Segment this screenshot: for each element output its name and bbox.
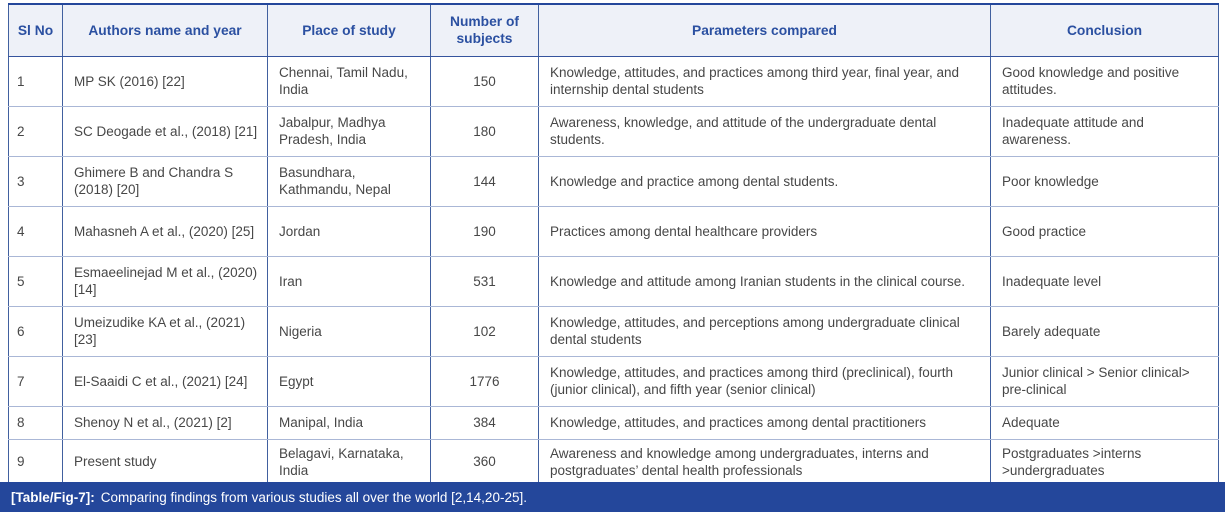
table-row <box>9 406 1219 439</box>
cell-authors: Present study <box>63 439 268 484</box>
cell-place: Basundhara, Kathmandu, Nepal <box>268 156 431 206</box>
cell-sl-no: 5 <box>9 256 63 306</box>
cell-conclusion: Inadequate level <box>991 256 1219 306</box>
cell-sl-no: 8 <box>9 406 63 439</box>
cell-conclusion: Inadequate attitude and awareness. <box>991 106 1219 156</box>
cell-place: Jabalpur, Madhya Pradesh, India <box>268 106 431 156</box>
cell-place: Iran <box>268 256 431 306</box>
cell-subjects: 1776 <box>431 356 539 406</box>
table-row <box>9 256 1219 306</box>
column-header-sl-no: Sl No <box>9 4 63 56</box>
table-row <box>9 106 1219 156</box>
cell-parameters: Practices among dental healthcare providers <box>539 206 991 256</box>
cell-sl-no: 7 <box>9 356 63 406</box>
cell-authors: Shenoy N et al., (2021) [2] <box>63 406 268 439</box>
cell-conclusion: Postgraduates >interns >undergraduates <box>991 439 1219 484</box>
cell-place: Nigeria <box>268 306 431 356</box>
cell-place: Chennai, Tamil Nadu, India <box>268 56 431 106</box>
table-row <box>9 56 1219 106</box>
cell-subjects: 144 <box>431 156 539 206</box>
cell-authors: MP SK (2016) [22] <box>63 56 268 106</box>
cell-conclusion: Junior clinical > Senior clinical> pre-clinical <box>991 356 1219 406</box>
table-row <box>9 306 1219 356</box>
table-row <box>9 439 1219 484</box>
cell-sl-no: 6 <box>9 306 63 356</box>
cell-subjects: 190 <box>431 206 539 256</box>
cell-authors: Esmaeelinejad M et al., (2020) [14] <box>63 256 268 306</box>
header-row <box>9 4 1219 56</box>
cell-parameters: Awareness, knowledge, and attitude of the undergraduate dental students. <box>539 106 991 156</box>
cell-parameters: Knowledge, attitudes, and practices among dental practitioners <box>539 406 991 439</box>
cell-parameters: Knowledge, attitudes, and practices among third (preclinical), fourth (junior clinical), and fifth year (senior clinical) <box>539 356 991 406</box>
cell-place: Jordan <box>268 206 431 256</box>
column-header-place: Place of study <box>268 4 431 56</box>
cell-parameters: Knowledge, attitudes, and perceptions among undergraduate clinical dental students <box>539 306 991 356</box>
table-row <box>9 356 1219 406</box>
cell-conclusion: Good knowledge and positive attitudes. <box>991 56 1219 106</box>
caption-label: [Table/Fig-7]: <box>11 489 95 505</box>
cell-place: Belagavi, Karnataka, India <box>268 439 431 484</box>
cell-authors: Umeizudike KA et al., (2021) [23] <box>63 306 268 356</box>
cell-conclusion: Adequate <box>991 406 1219 439</box>
cell-authors: Mahasneh A et al., (2020) [25] <box>63 206 268 256</box>
table-row <box>9 206 1219 256</box>
cell-authors: El-Saaidi C et al., (2021) [24] <box>63 356 268 406</box>
column-header-parameters: Parameters compared <box>539 4 991 56</box>
column-header-conclusion: Conclusion <box>991 4 1219 56</box>
table-header <box>9 4 1219 56</box>
cell-conclusion: Poor knowledge <box>991 156 1219 206</box>
cell-parameters: Knowledge and practice among dental students. <box>539 156 991 206</box>
cell-subjects: 384 <box>431 406 539 439</box>
table-row <box>9 156 1219 206</box>
cell-conclusion: Barely adequate <box>991 306 1219 356</box>
comparison-table <box>8 3 1219 485</box>
cell-parameters: Knowledge and attitude among Iranian students in the clinical course. <box>539 256 991 306</box>
cell-subjects: 360 <box>431 439 539 484</box>
cell-sl-no: 3 <box>9 156 63 206</box>
cell-parameters: Awareness and knowledge among undergraduates, interns and postgraduates’ dental health professionals <box>539 439 991 484</box>
table-body <box>9 56 1219 484</box>
cell-authors: Ghimere B and Chandra S (2018) [20] <box>63 156 268 206</box>
caption-text: Comparing findings from various studies all over the world [2,14,20-25]. <box>100 489 527 505</box>
cell-parameters: Knowledge, attitudes, and practices among third year, final year, and internship dental students <box>539 56 991 106</box>
column-header-authors: Authors name and year <box>63 4 268 56</box>
cell-place: Egypt <box>268 356 431 406</box>
cell-place: Manipal, India <box>268 406 431 439</box>
column-header-subjects: Number of subjects <box>431 4 539 56</box>
cell-subjects: 102 <box>431 306 539 356</box>
cell-subjects: 180 <box>431 106 539 156</box>
cell-sl-no: 9 <box>9 439 63 484</box>
table-caption <box>0 482 1225 512</box>
cell-conclusion: Good practice <box>991 206 1219 256</box>
cell-authors: SC Deogade et al., (2018) [21] <box>63 106 268 156</box>
cell-subjects: 531 <box>431 256 539 306</box>
cell-sl-no: 4 <box>9 206 63 256</box>
cell-subjects: 150 <box>431 56 539 106</box>
cell-sl-no: 1 <box>9 56 63 106</box>
cell-sl-no: 2 <box>9 106 63 156</box>
